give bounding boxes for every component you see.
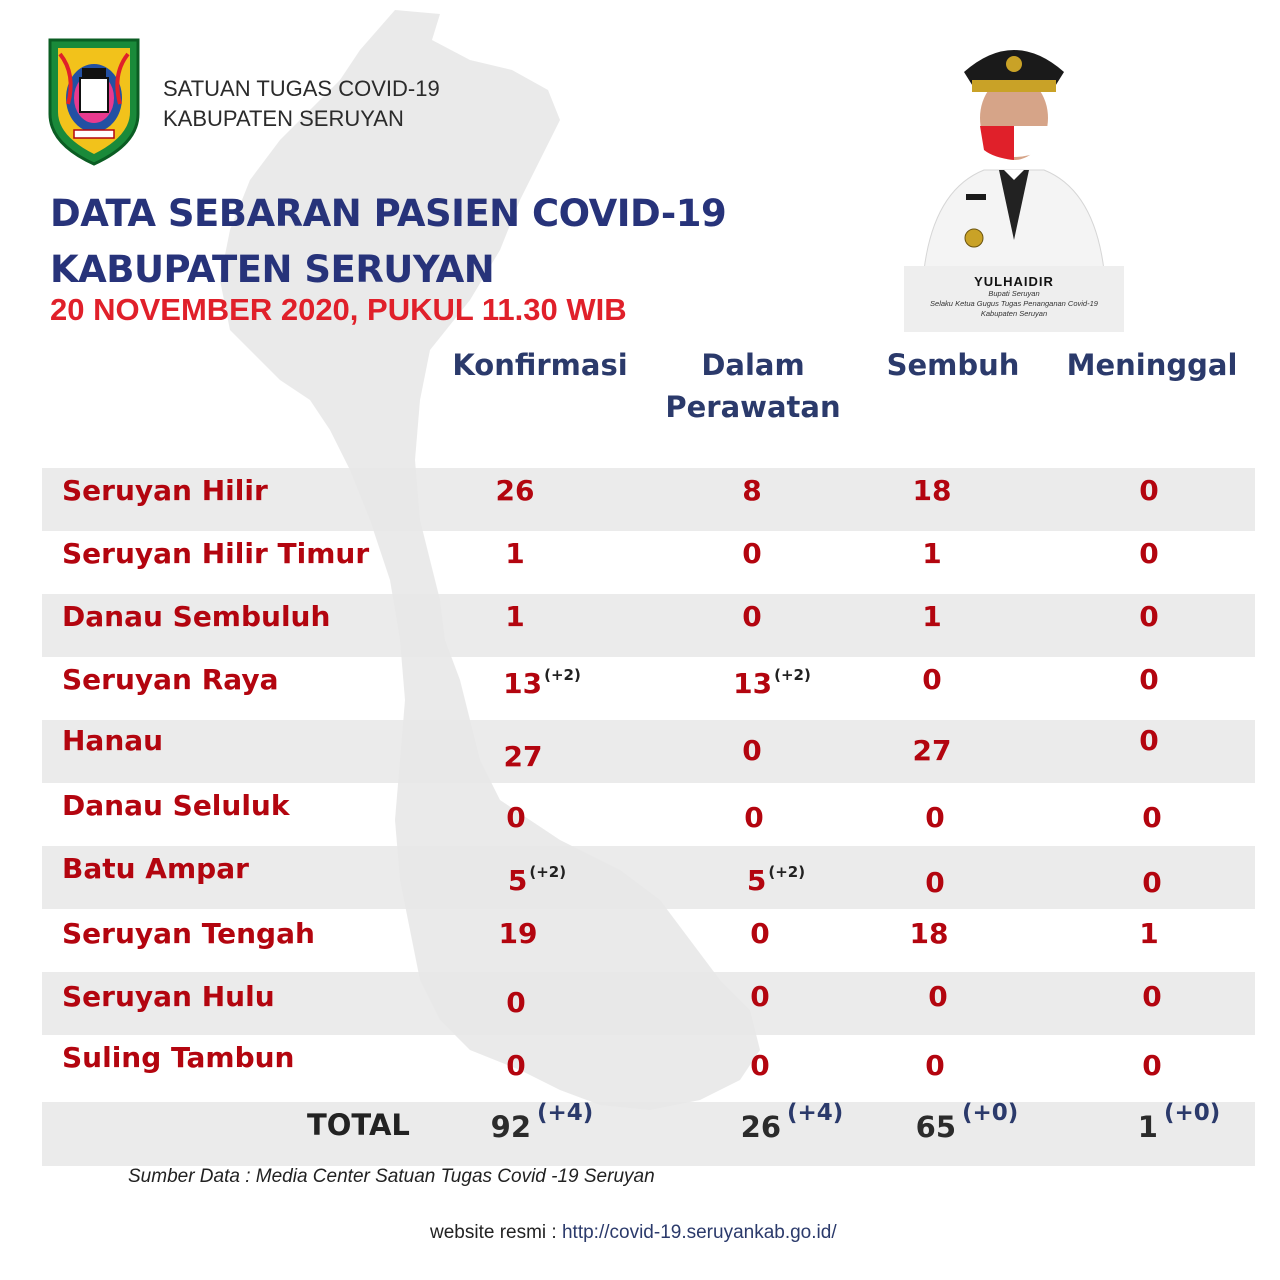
total-sembuh: 65 $^{(+0)}$ <box>915 1100 1019 1144</box>
perawatan-value: 8 <box>742 474 762 507</box>
meninggal-value: 0 <box>1139 724 1159 757</box>
website-link[interactable]: http://covid-19.seruyankab.go.id/ <box>561 1222 837 1243</box>
org-line-2: KABUPATEN SERUYAN <box>163 106 404 131</box>
regent-role-2: Selaku Ketua Gugus Tugas Penanganan Covid-19 <box>930 299 1098 308</box>
website-label: website resmi : <box>430 1222 557 1243</box>
portrait-caption <box>904 266 1124 332</box>
website-line <box>430 1222 837 1244</box>
konfirmasi-value: 19 <box>498 917 538 950</box>
column-header-meninggal: Meninggal <box>1066 348 1238 382</box>
total-row <box>42 1102 1255 1166</box>
district-name: Seruyan Hilir <box>62 474 268 507</box>
report-date: 20 NOVEMBER 2020, PUKUL 11.30 WIB <box>50 292 627 327</box>
column-header-perawatan: Perawatan <box>665 390 841 424</box>
konfirmasi-value: 13 $^{(+2)}$ <box>503 666 581 700</box>
total-meninggal: 1 $^{(+0)}$ <box>1137 1100 1221 1144</box>
total-label: TOTAL <box>307 1108 410 1142</box>
sembuh-value: 27 <box>912 734 952 767</box>
sembuh-value: 1 <box>922 537 942 570</box>
table-row <box>42 468 1255 531</box>
total-konfirmasi: 92 $^{(+4)}$ <box>490 1100 594 1144</box>
table-row <box>42 1035 1255 1102</box>
perawatan-value: 0 <box>744 801 764 834</box>
page-title <box>50 186 726 298</box>
table-row <box>42 594 1255 657</box>
perawatan-value: 5 $^{(+2)}$ <box>746 863 806 897</box>
organization-name <box>163 74 440 134</box>
konfirmasi-value: 0 <box>506 1049 526 1082</box>
district-name: Batu Ampar <box>62 852 249 885</box>
regent-role-3: Kabupaten Seruyan <box>980 309 1048 318</box>
table-row <box>42 909 1255 972</box>
table-row <box>42 720 1255 783</box>
meninggal-value: 0 <box>1142 1049 1162 1082</box>
district-name: Seruyan Hilir Timur <box>62 537 370 570</box>
table-row <box>42 531 1255 594</box>
sembuh-value: 0 <box>928 980 948 1013</box>
seruyan-regency-logo <box>46 34 142 168</box>
meninggal-value: 0 <box>1139 474 1159 507</box>
org-line-1: SATUAN TUGAS COVID-19 <box>163 76 440 101</box>
meninggal-value: 0 <box>1139 663 1159 696</box>
column-header-sembuh: Sembuh <box>886 348 1020 382</box>
regent-name: YULHAIDIR <box>974 274 1054 289</box>
sembuh-value: 1 <box>922 600 942 633</box>
perawatan-value: 0 <box>750 917 770 950</box>
total-perawatan: 26 $^{(+4)}$ <box>740 1100 844 1144</box>
perawatan-value: 0 <box>742 734 762 767</box>
column-header-konfirmasi: Konfirmasi <box>452 348 628 382</box>
district-name: Seruyan Hulu <box>62 980 275 1013</box>
sembuh-value: 0 <box>925 866 945 899</box>
sembuh-value: 0 <box>922 663 942 696</box>
meninggal-value: 0 <box>1139 537 1159 570</box>
column-header-dalam-perawatan <box>653 344 853 428</box>
district-name: Seruyan Raya <box>62 663 279 696</box>
konfirmasi-value: 0 <box>506 986 526 1019</box>
table-row <box>42 846 1255 909</box>
district-name: Seruyan Tengah <box>62 917 315 950</box>
perawatan-value: 0 <box>742 600 762 633</box>
meninggal-value: 0 <box>1142 801 1162 834</box>
meninggal-value: 0 <box>1142 866 1162 899</box>
perawatan-value: 13 $^{(+2)}$ <box>733 666 811 700</box>
konfirmasi-value: 0 <box>506 801 526 834</box>
table-row <box>42 783 1255 846</box>
sembuh-value: 18 <box>912 474 952 507</box>
perawatan-value: 0 <box>750 1049 770 1082</box>
meninggal-value: 0 <box>1139 600 1159 633</box>
sembuh-value: 0 <box>925 801 945 834</box>
sembuh-value: 18 <box>909 917 949 950</box>
table-row <box>42 657 1255 720</box>
district-name: Hanau <box>62 724 164 757</box>
sembuh-value: 0 <box>925 1049 945 1082</box>
regent-role: Bupati Seruyan <box>988 289 1040 298</box>
konfirmasi-value: 1 <box>505 600 525 633</box>
perawatan-value: 0 <box>750 980 770 1013</box>
title-line-2: KABUPATEN SERUYAN <box>50 248 495 291</box>
konfirmasi-value: 5 $^{(+2)}$ <box>507 863 567 897</box>
data-source: Sumber Data : Media Center Satuan Tugas Covid -19 Seruyan <box>128 1166 655 1187</box>
table-row <box>42 972 1255 1035</box>
column-header-dalam: Dalam <box>701 348 805 382</box>
konfirmasi-value: 27 <box>503 740 543 773</box>
district-table <box>42 468 1255 1166</box>
district-name: Danau Sembuluh <box>62 600 331 633</box>
meninggal-value: 0 <box>1142 980 1162 1013</box>
district-name: Suling Tambun <box>62 1041 295 1074</box>
district-name: Danau Seluluk <box>62 789 290 822</box>
meninggal-value: 1 <box>1139 917 1159 950</box>
title-line-1: DATA SEBARAN PASIEN COVID-19 <box>50 192 727 235</box>
konfirmasi-value: 26 <box>495 474 535 507</box>
konfirmasi-value: 1 <box>505 537 525 570</box>
perawatan-value: 0 <box>742 537 762 570</box>
